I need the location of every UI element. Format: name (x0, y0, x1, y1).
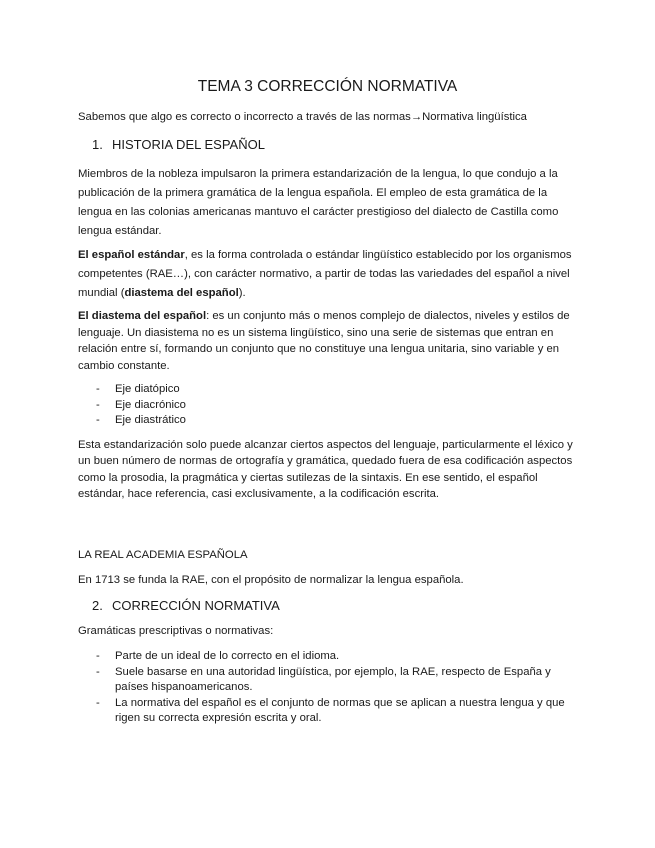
arrow-icon: → (410, 111, 423, 123)
list-item-text: La normativa del español es el conjunto de normas que se aplican a nuestra lengua y que rigen su correcta expresión escrita y oral. (115, 696, 565, 724)
intro-text: Sabemos que algo es correcto o incorrecto a través de las normas (78, 111, 411, 123)
paragraph-end: ). (238, 287, 246, 299)
paragraph-estandar (78, 246, 578, 303)
ejes-list (78, 382, 578, 429)
intro-line (78, 111, 527, 123)
section-title: HISTORIA DEL ESPAÑOL (112, 137, 265, 152)
term-espanol-estandar: El español estándar (78, 249, 185, 261)
list-item (78, 398, 578, 414)
paragraph-text: , es la forma controlada o estándar lingüístico establecido por los organismos competentes (RAE…), con carácter normativo, a partir de todas las variedades del español a nivel mundial ( (78, 249, 572, 299)
term-diastema-espanol: El diastema del español (78, 310, 207, 322)
paragraph-gramaticas: Gramáticas prescriptivas o normativas: (78, 625, 274, 637)
paragraph-history: Miembros de la nobleza impulsaron la primera estandarización de la lengua, lo que condujo a la publicación de la primera gramática de la lengua española. El empleo de esta gramática de la lengua en las colonias americanas mantuvo el carácter prestigioso del dialecto de Castilla como lengua estándar. (78, 168, 559, 237)
paragraph-codificacion: Esta estandarización solo puede alcanzar ciertos aspectos del lenguaje, particularmente el léxico y un buen número de normas de ortografía y gramática, quedado fuera de esa codificación aspectos como la prosodia, la pragmática y ciertas sutilezas de la sintaxis. En ese sentido, el español estándar, hace referencia, casi exclusivamente, a la codificación escrita. (78, 439, 573, 500)
list-item (78, 382, 578, 398)
dash-marker: - (96, 414, 100, 426)
section-1-heading (92, 137, 265, 152)
list-item (78, 696, 578, 727)
list-item-text: Eje diatópico (115, 383, 180, 395)
list-item (78, 649, 578, 665)
paragraph-rae: En 1713 se funda la RAE, con el propósito de normalizar la lengua española. (78, 574, 464, 586)
list-item (78, 413, 578, 429)
intro-target: Normativa lingüística (422, 111, 527, 123)
section-2-heading (92, 598, 280, 613)
dash-marker: - (96, 696, 100, 709)
list-item-text: Eje diacrónico (115, 398, 186, 411)
dash-marker: - (96, 398, 100, 411)
section-number: 2. (92, 598, 103, 613)
paragraph-text: : es un conjunto más o menos complejo de dialectos, niveles y estilos de lenguaje. Un diasistema no es un sistema lingüístico, sino una serie de sistemas que entran en relación entre sí, formando un conjunto que no constituye una lengua unitaria, sino variable y en cambio constante. (78, 310, 570, 372)
section-number: 1. (92, 137, 103, 152)
list-item-text: Suele basarse en una autoridad lingüística, por ejemplo, la RAE, respecto de España y países hispanoamericanos. (115, 665, 551, 693)
dash-marker: - (96, 665, 100, 678)
list-item-text: Eje diastrático (115, 414, 186, 426)
list-item-text: Parte de un ideal de lo correcto en el idioma. (115, 650, 340, 662)
term-diastema: diastema del español (124, 287, 239, 299)
page-title: TEMA 3 CORRECCIÓN NORMATIVA (197, 78, 458, 95)
section-title: CORRECCIÓN NORMATIVA (112, 598, 280, 613)
paragraph-diastema (78, 308, 578, 374)
normativa-list (78, 649, 578, 727)
subheading-rae: LA REAL ACADEMIA ESPAÑOLA (78, 549, 248, 561)
list-item (78, 665, 578, 696)
dash-marker: - (96, 650, 100, 662)
dash-marker: - (96, 383, 100, 395)
